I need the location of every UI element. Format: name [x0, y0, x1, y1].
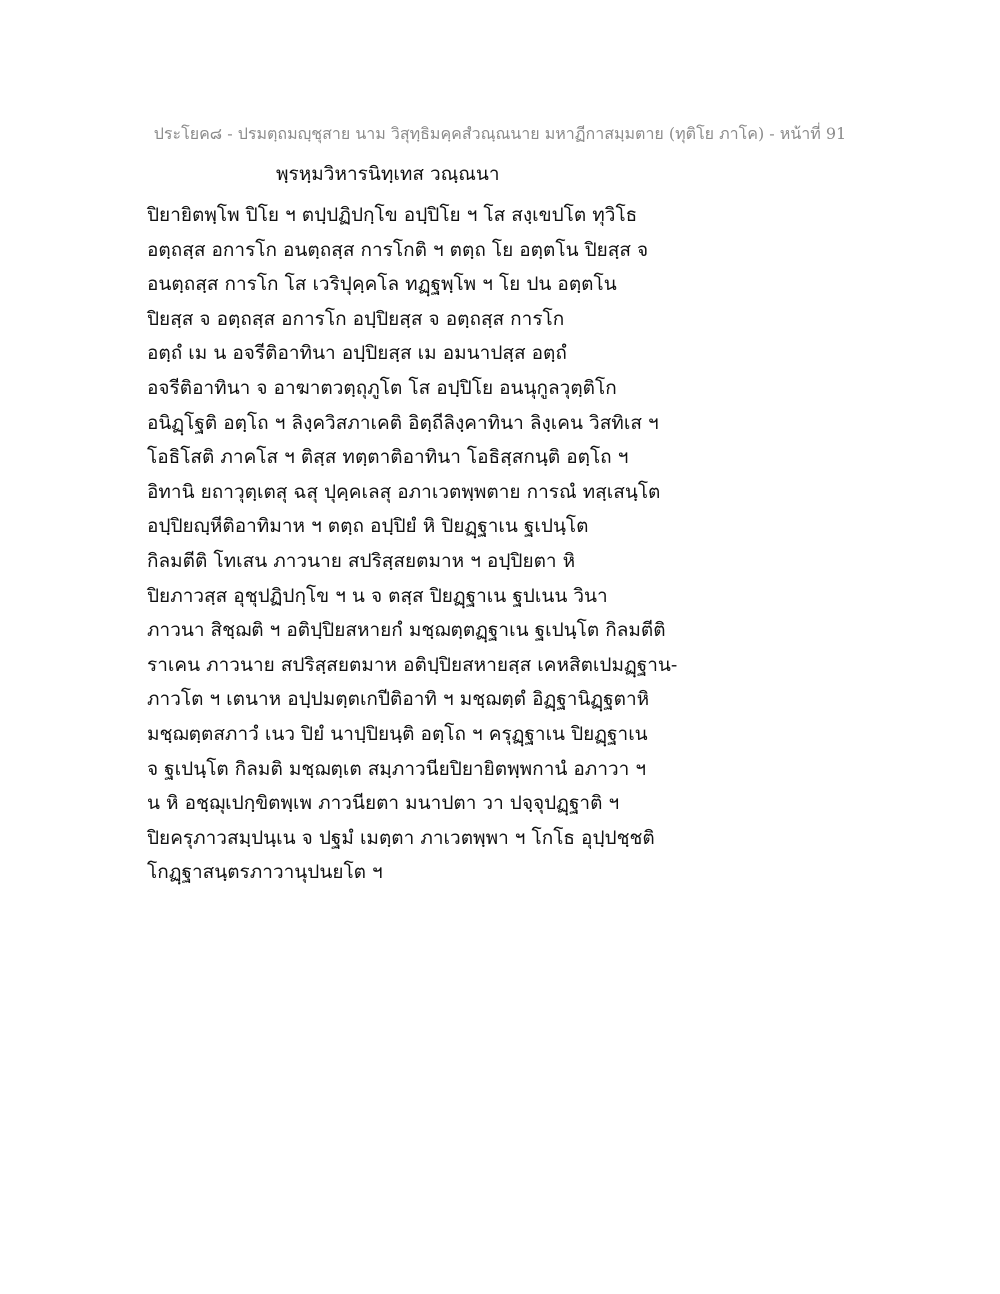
- text-line: ปิยครุภาวสมฺปนฺเน จ ปฐมํ เมตฺตา ภาเวตพฺพา ฯ โกโธ อุปฺปชฺชติ: [147, 826, 655, 849]
- text-line: ราเคน ภาวนาย สปริสฺสยตมาห อติปฺปิยสหายสฺส เคหสิตเปมฏฺฐาน-: [147, 653, 678, 676]
- text-line: อนิฏฺโฐติ อตฺโถ ฯ ลิงฺควิสภาเคติ อิตฺถีลิงฺคาทินา ลิงฺเคน วิสทิเส ฯ: [147, 411, 659, 434]
- text-line: อจรีติอาทินา จ อาฆาตวตฺถุภูโต โส อปฺปิโย อนนุกูลวุตฺติโก: [147, 376, 617, 399]
- text-line: ภาวโต ฯ เตนาห อปฺปมตฺตเกปีติอาทิ ฯ มชฺฌตฺตํ อิฏฺฐานิฏฺฐตาหิ: [147, 688, 650, 711]
- text-line: อิทานิ ยถาวุตฺเตสุ ฉสุ ปุคฺคเลสุ อภาเวตพฺพตาย การณํ ทสฺเสนฺโต: [147, 480, 661, 503]
- section-title: พฺรหฺมวิหารนิทฺเทส วณฺณนา: [276, 163, 500, 185]
- text-line: อนตฺถสฺส การโก โส เวริปุคฺคโล ทฏฺฐพฺโพ ฯ โย ปน อตฺตโน: [147, 273, 617, 296]
- running-header: ประโยค๘ - ปรมตฺถมญฺชุสาย นาม วิสุทฺธิมคฺคสํวณฺณนาย มหาฏีกาสมฺมตาย (ทุติโย ภาโค) - หน้าที่ 91: [153, 124, 847, 143]
- text-line: ภาวนา สิชฺฌติ ฯ อติปฺปิยสหายกํ มชฺฌตฺตฏฺฐาเน ฐเปนฺโต กิลมตีติ: [147, 619, 666, 642]
- text-line: โอธิโสติ ภาคโส ฯ ติสฺส ทตฺตาติอาทินา โอธิสฺสกนฺติ อตฺโถ ฯ: [147, 446, 629, 469]
- text-line: อตฺถํ เม น อจรีติอาทินา อปฺปิยสฺส เม อมนาปสฺส อตฺถํ: [147, 342, 567, 365]
- text-line: กิลมตีติ โทเสน ภาวนาย สปริสฺสยตมาห ฯ อปฺปิยตา หิ: [147, 549, 576, 572]
- text-line: อปฺปิยญฺหีติอาทิมาห ฯ ตตฺถ อปฺปิยํ หิ ปิยฏฺฐาเน ฐเปนฺโต: [147, 515, 589, 538]
- text-line: น หิ อชฺฌุเปกฺขิตพฺเพ ภาวนียตา มนาปตา วา ปจฺจุปฏฺฐาติ ฯ: [147, 792, 620, 815]
- body-text: [147, 198, 707, 890]
- text-line: จ ฐเปนฺโต กิลมติ มชฺฌตฺเต สมฺภาวนียปิยายิตพฺพกานํ อภาวา ฯ: [147, 757, 647, 780]
- text-line: ปิยายิตพฺโพ ปิโย ฯ ตปฺปฏิปกฺโข อปฺปิโย ฯ โส สงฺเขปโต ทุวิโธ: [147, 204, 638, 226]
- text-line: โกฏฺฐาสนฺตรภาวานุปนยโต ฯ: [147, 861, 383, 884]
- text-line: อตฺถสฺส อการโก อนตฺถสฺส การโกติ ฯ ตตฺถ โย อตฺตโน ปิยสฺส จ: [147, 238, 649, 261]
- text-line: ปิยภาวสฺส อุชุปฏิปกฺโข ฯ น จ ตสฺส ปิยฏฺฐาเน ฐปเนน วินา: [147, 584, 608, 607]
- text-line: ปิยสฺส จ อตฺถสฺส อการโก อปฺปิยสฺส จ อตฺถสฺส การโก: [147, 307, 565, 330]
- text-line: มชฺฌตฺตสภาวํ เนว ปิยํ นาปฺปิยนฺติ อตฺโถ ฯ ครุฏฺฐาเน ปิยฏฺฐาเน: [147, 722, 648, 745]
